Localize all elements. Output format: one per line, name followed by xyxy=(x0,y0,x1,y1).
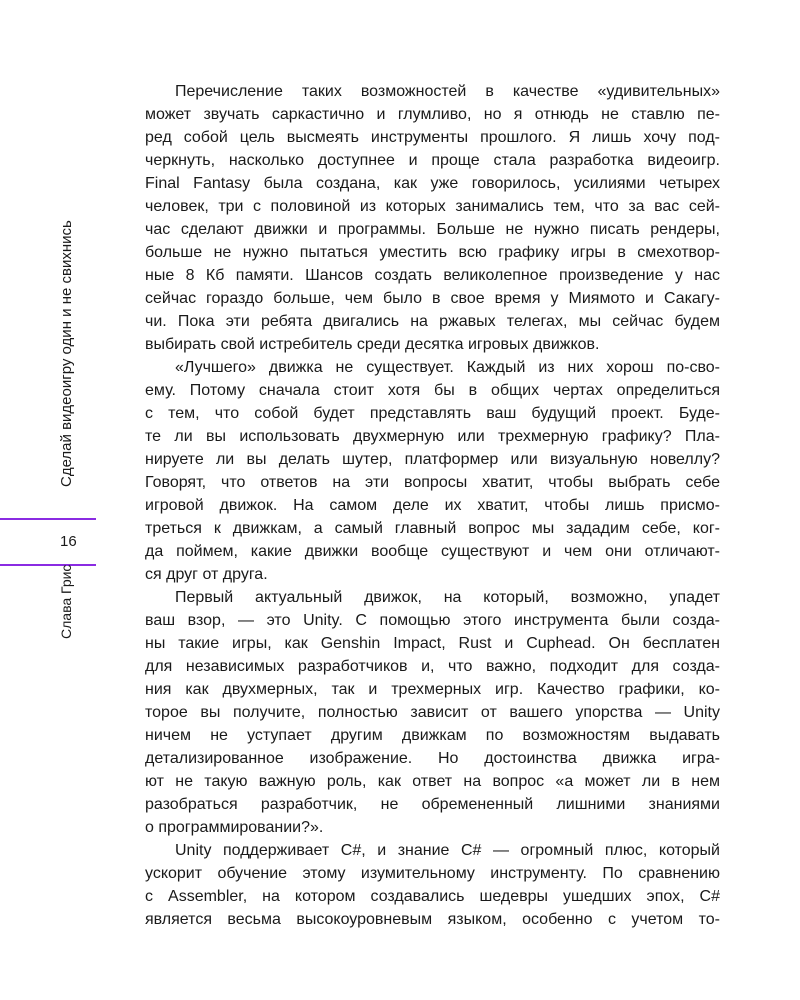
text-line: чи. Пока эти ребята двигались на ржавых телегах, мы сейчас будем xyxy=(145,313,720,330)
text-line: торое вы получите, полностью зависит от вашего упорства — Unity xyxy=(145,704,720,721)
text-line: ют не такую важную роль, как ответ на вопрос «а может ли в нем xyxy=(145,773,720,790)
text-line: сейчас гораздо больше, чем было в свое время у Миямото и Сакагу- xyxy=(145,290,720,307)
text-line: треться к движкам, а самый главный вопрос мы зададим себе, ког- xyxy=(145,520,720,537)
text-line: с Assembler, на котором создавались шедевры ушедших эпох, C# xyxy=(145,888,720,905)
text-line: черкнуть, насколько доступнее и проще стала разработка видеоигр. xyxy=(145,152,720,169)
text-line: ся друг от друга. xyxy=(145,566,268,583)
text-line: Final Fantasy была создана, как уже говорилось, усилиями четырех xyxy=(145,175,720,192)
text-line: ему. Потому сначала стоит хотя бы в общих чертах определиться xyxy=(145,382,720,399)
text-line: детализированное изображение. Но достоинства движка игра- xyxy=(145,750,720,767)
text-line: Говорят, что ответов на эти вопросы хватит, чтобы выбрать себе xyxy=(145,474,720,491)
running-title: Сделай видеоигру один и не свихнись xyxy=(58,220,75,487)
page-number-rule-bottom xyxy=(0,564,96,566)
text-line: является весьма высокоуровневым языком, особенно с учетом то- xyxy=(145,911,720,928)
paragraph xyxy=(145,80,720,356)
text-line: ничем не уступает другим движкам по возможностям выдавать xyxy=(145,727,720,744)
author-name: Слава Грис xyxy=(58,564,74,639)
text-line: Первый актуальный движок, на который, возможно, упадет xyxy=(175,589,720,606)
paragraph xyxy=(145,839,720,931)
text-line: больше не нужно пытаться уместить всю графику игры в смехотвор- xyxy=(145,244,720,261)
text-line: ускорит обучение этому изумительному инструменту. По сравнению xyxy=(145,865,720,882)
text-line: ред собой цель высмеять инструменты прошлого. Я лишь хочу под- xyxy=(145,129,720,146)
text-line: выбирать свой истребитель среди десятка игровых движков. xyxy=(145,336,600,353)
text-line: разобраться разработчик, не обремененный лишними знаниями xyxy=(145,796,720,813)
text-line: Unity поддерживает C#, и знание C# — огромный плюс, который xyxy=(175,842,720,859)
page-number: 16 xyxy=(60,533,77,550)
text-line: о программировании?». xyxy=(145,819,324,836)
text-line: с тем, что собой будет представлять ваш будущий проект. Буде- xyxy=(145,405,720,422)
text-line: ные 8 Кб памяти. Шансов создать великолепное произведение у нас xyxy=(145,267,720,284)
text-line: может звучать саркастично и глумливо, но я отнюдь не ставлю пе- xyxy=(145,106,720,123)
text-line: человек, три с половиной из которых занимались тем, что за вас сей- xyxy=(145,198,720,215)
paragraph xyxy=(145,586,720,839)
text-line: ваш взор, — это Unity. С помощью этого инструмента были созда- xyxy=(145,612,720,629)
text-line: игровой движок. На самом деле их хватит, чтобы лишь присмо- xyxy=(145,497,720,514)
text-line: «Лучшего» движка не существует. Каждый из них хорош по-сво- xyxy=(175,359,720,376)
text-line: да поймем, какие движки вообще существуют и чем они отличают- xyxy=(145,543,720,560)
paragraph xyxy=(145,356,720,586)
text-line: для независимых разработчиков и, что важно, подходит для созда- xyxy=(145,658,720,675)
body-text xyxy=(145,80,720,931)
text-line: ны такие игры, как Genshin Impact, Rust и Cuphead. Он бесплатен xyxy=(145,635,720,652)
text-line: Перечисление таких возможностей в качестве «удивительных» xyxy=(175,83,720,100)
text-line: час сделают движки и программы. Больше не нужно писать рендеры, xyxy=(145,221,720,238)
text-line: ния как двухмерных, так и трехмерных игр. Качество графики, ко- xyxy=(145,681,720,698)
text-line: те ли вы использовать двухмерную или трехмерную графику? Пла- xyxy=(145,428,720,445)
text-line: нируете ли вы делать шутер, платформер или визуальную новеллу? xyxy=(145,451,720,468)
page-number-rule-top xyxy=(0,518,96,520)
